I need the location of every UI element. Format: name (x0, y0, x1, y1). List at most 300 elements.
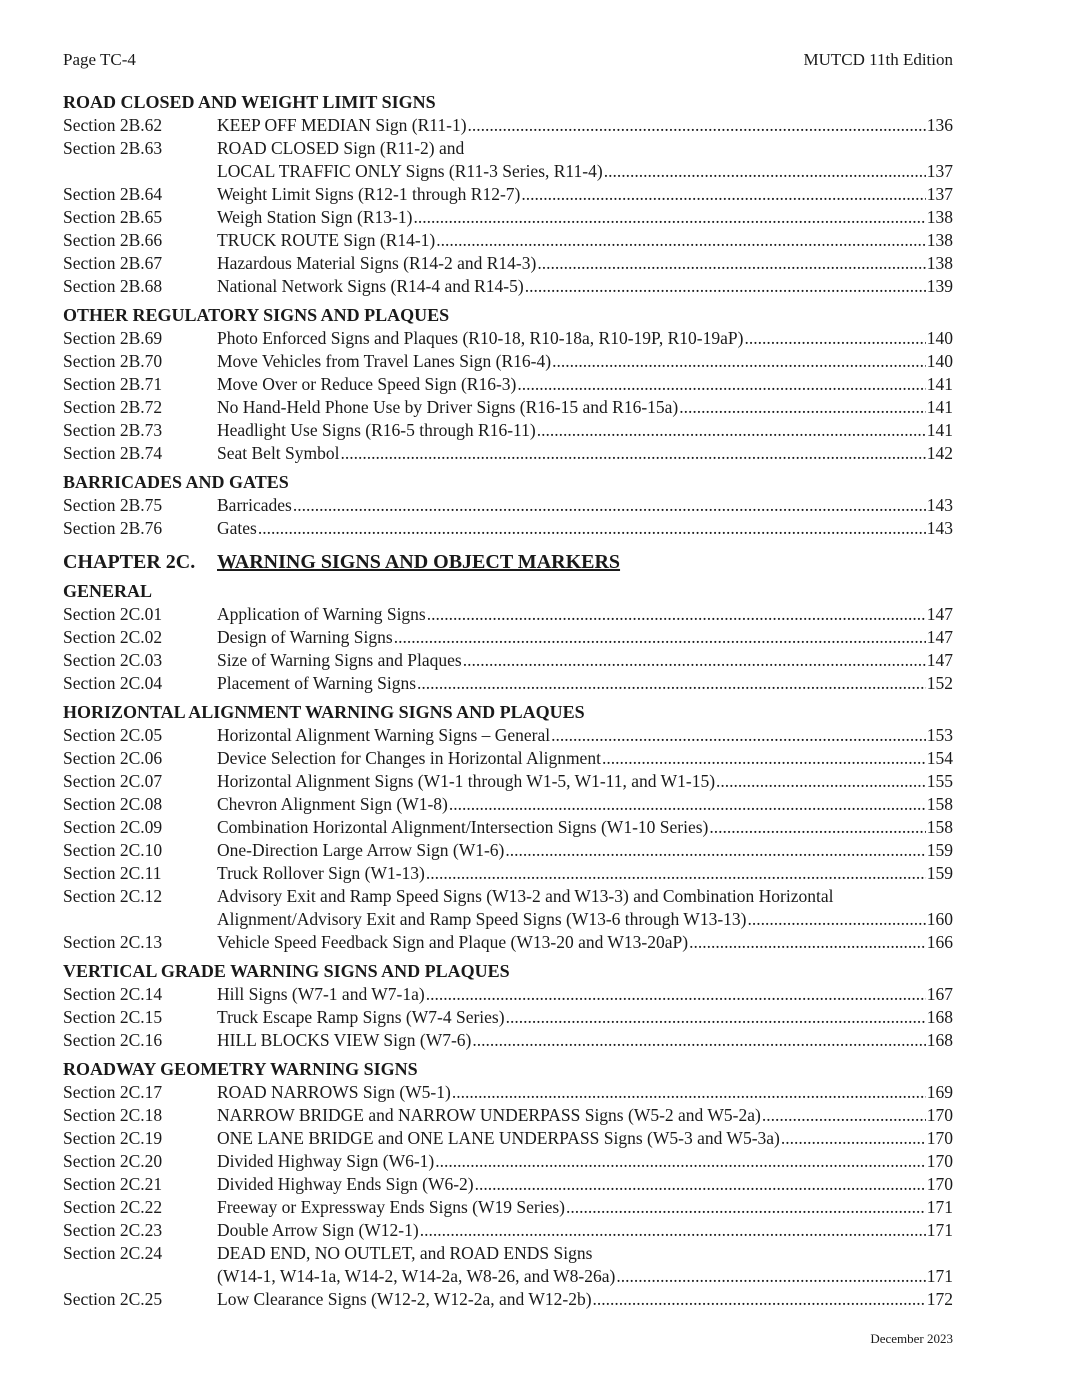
entry-title: ONE LANE BRIDGE and ONE LANE UNDERPASS Signs (W5-3 and W5-3a) (217, 1128, 780, 1148)
dot-leader (762, 1104, 926, 1127)
entry-line (217, 816, 953, 839)
entry-line (217, 327, 953, 350)
entry-line (217, 1104, 953, 1127)
entry-title: Low Clearance Signs (W12-2, W12-2a, and W12-2b) (217, 1289, 592, 1309)
section-number: Section 2C.24 (63, 1243, 163, 1263)
entry-title: Divided Highway Sign (W6-1) (217, 1151, 435, 1171)
entry-title: Move Over or Reduce Speed Sign (R16-3) (217, 374, 517, 394)
dot-leader (426, 983, 926, 1006)
entry-title: Device Selection for Changes in Horizontal Alignment (217, 748, 601, 768)
page-number: 138 (926, 230, 953, 250)
entry-line (217, 793, 953, 816)
section-number: Section 2C.22 (63, 1197, 163, 1217)
toc-entry[interactable] (63, 983, 953, 1006)
entry-title: Hill Signs (W7-1 and W7-1a) (217, 984, 425, 1004)
page-number: 136 (926, 115, 953, 135)
toc-entry[interactable] (63, 1006, 953, 1029)
entry-body (217, 983, 953, 1006)
entry-body (217, 885, 953, 931)
entry-body (217, 747, 953, 770)
toc-entry[interactable] (63, 862, 953, 885)
entry-body (217, 1288, 953, 1311)
dot-leader (566, 1196, 926, 1219)
page-number: 171 (926, 1266, 953, 1286)
dot-leader (602, 747, 926, 770)
entry-title: Placement of Warning Signs (217, 673, 417, 693)
dot-leader (593, 1288, 926, 1311)
section-number: Section 2B.69 (63, 328, 163, 348)
page-number: 143 (926, 518, 953, 538)
entry-title: Horizontal Alignment Warning Signs – General (217, 725, 551, 745)
chapter-heading (63, 549, 953, 575)
page-number: 170 (926, 1105, 953, 1125)
entry-title: Headlight Use Signs (R16-5 through R16-11) (217, 420, 536, 440)
dot-leader (506, 1006, 926, 1029)
entry-body (217, 770, 953, 793)
dot-leader (616, 1265, 925, 1288)
entry-line (217, 183, 953, 206)
entry-line (217, 1242, 953, 1265)
entry-line (217, 419, 953, 442)
section-number: Section 2C.17 (63, 1082, 163, 1102)
entry-line (217, 770, 953, 793)
toc-entry[interactable] (63, 747, 953, 770)
entry-body (217, 350, 953, 373)
entry-body (217, 649, 953, 672)
section-number: Section 2C.20 (63, 1151, 163, 1171)
toc-entry[interactable] (63, 839, 953, 862)
section-group-heading: BARRICADES AND GATES (63, 472, 289, 492)
toc-entry[interactable] (63, 793, 953, 816)
section-number: Section 2C.03 (63, 650, 163, 670)
entry-line (217, 275, 953, 298)
toc-entry[interactable] (63, 626, 953, 649)
section-number: Section 2C.07 (63, 771, 163, 791)
entry-body (217, 1127, 953, 1150)
section-number: Section 2B.73 (63, 420, 163, 440)
page-number: 170 (926, 1128, 953, 1148)
entry-body (217, 275, 953, 298)
page-number: 147 (926, 604, 953, 624)
section-number: Section 2B.64 (63, 184, 163, 204)
entry-body (217, 1029, 953, 1052)
page-number: 155 (926, 771, 953, 791)
entry-body (217, 229, 953, 252)
dot-leader (537, 419, 926, 442)
edition-header: MUTCD 11th Edition (803, 50, 953, 69)
entry-title: Truck Rollover Sign (W1-13) (217, 863, 425, 883)
entry-title: Horizontal Alignment Signs (W1-1 through W1-5, W1-11, and W1-15) (217, 771, 716, 791)
toc-entry[interactable] (63, 816, 953, 839)
page-number-header: Page TC-4 (63, 50, 136, 69)
entry-body (217, 396, 953, 419)
entry-title: Freeway or Expressway Ends Signs (W19 Series) (217, 1197, 565, 1217)
entry-line (217, 517, 953, 540)
entry-body (217, 327, 953, 350)
page-number: 158 (926, 794, 953, 814)
entry-line (217, 1029, 953, 1052)
section-group-heading: ROAD CLOSED AND WEIGHT LIMIT SIGNS (63, 92, 436, 112)
entry-title: (W14-1, W14-1a, W14-2, W14-2a, W8-26, and W8-26a) (217, 1266, 616, 1286)
section-number: Section 2C.05 (63, 725, 163, 745)
toc-entry[interactable] (63, 672, 953, 695)
entry-line (217, 672, 953, 695)
toc-entry[interactable] (63, 770, 953, 793)
page-number: 153 (926, 725, 953, 745)
page-number: 140 (926, 351, 953, 371)
entry-body (217, 1006, 953, 1029)
entry-body (217, 494, 953, 517)
section-number: Section 2B.66 (63, 230, 163, 250)
entry-body (217, 626, 953, 649)
toc-entry[interactable] (63, 114, 953, 137)
entry-body (217, 419, 953, 442)
entry-line (217, 724, 953, 747)
page-number: 141 (926, 374, 953, 394)
toc-entry[interactable] (63, 1219, 953, 1242)
dot-leader (394, 626, 926, 649)
entry-body (217, 1150, 953, 1173)
toc-entry[interactable] (63, 649, 953, 672)
dot-leader (716, 770, 926, 793)
entry-line (217, 626, 953, 649)
toc-entry[interactable] (63, 1104, 953, 1127)
entry-title: Photo Enforced Signs and Plaques (R10-18, R10-18a, R10-19P, R10-19aP) (217, 328, 744, 348)
entry-title: Advisory Exit and Ramp Speed Signs (W13-2 and W13-3) and Combination Horizontal (217, 886, 834, 906)
entry-title: TRUCK ROUTE Sign (R14-1) (217, 230, 436, 250)
section-group-heading: GENERAL (63, 581, 153, 601)
entry-title: ROAD CLOSED Sign (R11-2) and (217, 138, 465, 158)
entry-title: Alignment/Advisory Exit and Ramp Speed Signs (W13-6 through W13-13) (217, 909, 747, 929)
entry-title: Vehicle Speed Feedback Sign and Plaque (W13-20 and W13-20aP) (217, 932, 689, 952)
dot-leader (472, 1029, 925, 1052)
entry-line (217, 1127, 953, 1150)
toc-entry[interactable] (63, 183, 953, 206)
page-number: 142 (926, 443, 953, 463)
section-number: Section 2C.02 (63, 627, 163, 647)
section-number: Section 2B.63 (63, 138, 163, 158)
entry-title: Application of Warning Signs (217, 604, 426, 624)
date-footer: December 2023 (870, 1331, 953, 1346)
dot-leader (521, 183, 925, 206)
dot-leader (505, 839, 925, 862)
entry-body (217, 816, 953, 839)
entry-line (217, 137, 953, 160)
entry-line (217, 252, 953, 275)
section-number: Section 2B.70 (63, 351, 163, 371)
page-number: 141 (926, 420, 953, 440)
entry-line (217, 839, 953, 862)
toc-entry[interactable] (63, 1127, 953, 1150)
section-group-heading: HORIZONTAL ALIGNMENT WARNING SIGNS AND PLAQUES (63, 702, 585, 722)
entry-title: Truck Escape Ramp Signs (W7-4 Series) (217, 1007, 505, 1027)
dot-leader (525, 275, 926, 298)
page-number: 152 (926, 673, 953, 693)
entry-body (217, 793, 953, 816)
toc-entry[interactable] (63, 494, 953, 517)
entry-line (217, 373, 953, 396)
entry-line (217, 649, 953, 672)
entry-title: Combination Horizontal Alignment/Intersection Signs (W1-10 Series) (217, 817, 709, 837)
entry-line (217, 206, 953, 229)
entry-title: Seat Belt Symbol (217, 443, 340, 463)
page-number: 171 (926, 1197, 953, 1217)
table-of-contents (63, 91, 953, 1311)
section-number: Section 2B.67 (63, 253, 163, 273)
entry-title: DEAD END, NO OUTLET, and ROAD ENDS Signs (217, 1243, 593, 1263)
section-number: Section 2B.74 (63, 443, 163, 463)
entry-title: Hazardous Material Signs (R14-2 and R14-3) (217, 253, 537, 273)
section-number: Section 2C.10 (63, 840, 163, 860)
section-number: Section 2C.01 (63, 604, 163, 624)
entry-body (217, 862, 953, 885)
entry-line (217, 603, 953, 626)
entry-line (217, 931, 953, 954)
section-number: Section 2B.68 (63, 276, 163, 296)
dot-leader (413, 206, 925, 229)
page-number: 170 (926, 1174, 953, 1194)
dot-leader (475, 1173, 926, 1196)
page-number: 172 (926, 1289, 953, 1309)
dot-leader (781, 1127, 926, 1150)
dot-leader (709, 816, 925, 839)
toc-entry[interactable] (63, 137, 953, 183)
toc-entry[interactable] (63, 206, 953, 229)
section-number: Section 2C.08 (63, 794, 163, 814)
page-number: 154 (926, 748, 953, 768)
entry-body (217, 1219, 953, 1242)
page-number: 139 (926, 276, 953, 296)
toc-entry[interactable] (63, 517, 953, 540)
dot-leader (537, 252, 925, 275)
page-number: 143 (926, 495, 953, 515)
entry-line (217, 747, 953, 770)
dot-leader (517, 373, 925, 396)
section-number: Section 2C.16 (63, 1030, 163, 1050)
entry-line (217, 1173, 953, 1196)
entry-title: No Hand-Held Phone Use by Driver Signs (R16-15 and R16-15a) (217, 397, 679, 417)
dot-leader (452, 1081, 926, 1104)
section-number: Section 2B.71 (63, 374, 163, 394)
page-number: 171 (926, 1220, 953, 1240)
entry-line (217, 1196, 953, 1219)
dot-leader (417, 672, 926, 695)
toc-entry[interactable] (63, 419, 953, 442)
section-number: Section 2C.25 (63, 1289, 163, 1309)
dot-leader (679, 396, 926, 419)
toc-entry[interactable] (63, 252, 953, 275)
section-number: Section 2C.19 (63, 1128, 163, 1148)
section-group-heading: OTHER REGULATORY SIGNS AND PLAQUES (63, 305, 450, 325)
toc-entry[interactable] (63, 724, 953, 747)
section-number: Section 2B.76 (63, 518, 163, 538)
dot-leader (293, 494, 926, 517)
entry-line (217, 350, 953, 373)
entry-body (217, 206, 953, 229)
page-number: 166 (926, 932, 953, 952)
toc-entry[interactable] (63, 603, 953, 626)
toc-entry[interactable] (63, 931, 953, 954)
entry-title: Divided Highway Ends Sign (W6-2) (217, 1174, 474, 1194)
section-number: Section 2B.65 (63, 207, 163, 227)
page-number: 170 (926, 1151, 953, 1171)
dot-leader (435, 1150, 925, 1173)
dot-leader (604, 160, 926, 183)
page-number: 137 (926, 184, 953, 204)
entry-line (217, 114, 953, 137)
entry-line (217, 862, 953, 885)
entry-line (217, 885, 953, 908)
entry-line (217, 396, 953, 419)
entry-title: Gates (217, 518, 257, 538)
toc-entry[interactable] (63, 327, 953, 350)
section-number: Section 2B.72 (63, 397, 163, 417)
toc-entry[interactable] (63, 1196, 953, 1219)
section-number: Section 2C.06 (63, 748, 163, 768)
toc-entry[interactable] (63, 350, 953, 373)
dot-leader (258, 517, 926, 540)
entry-body (217, 183, 953, 206)
section-group-heading: ROADWAY GEOMETRY WARNING SIGNS (63, 1059, 418, 1079)
entry-line (217, 442, 953, 465)
toc-entry[interactable] (63, 229, 953, 252)
entry-title: One-Direction Large Arrow Sign (W1-6) (217, 840, 505, 860)
section-number: Section 2C.11 (63, 863, 162, 883)
entry-title: KEEP OFF MEDIAN Sign (R11-1) (217, 115, 467, 135)
entry-line (217, 494, 953, 517)
entry-line (217, 908, 953, 931)
entry-body (217, 114, 953, 137)
toc-entry[interactable] (63, 373, 953, 396)
section-number: Section 2B.62 (63, 115, 163, 135)
toc-entry[interactable] (63, 1288, 953, 1311)
section-number: Section 2C.15 (63, 1007, 163, 1027)
toc-entry[interactable] (63, 1242, 953, 1288)
page-number: 138 (926, 207, 953, 227)
dot-leader (426, 862, 926, 885)
entry-body (217, 1104, 953, 1127)
entry-title: HILL BLOCKS VIEW Sign (W7-6) (217, 1030, 472, 1050)
section-number: Section 2B.75 (63, 495, 163, 515)
entry-body (217, 672, 953, 695)
entry-body (217, 1081, 953, 1104)
dot-leader (744, 327, 925, 350)
dot-leader (747, 908, 925, 931)
section-number: Section 2C.21 (63, 1174, 163, 1194)
entry-title: Weigh Station Sign (R13-1) (217, 207, 413, 227)
entry-title: Size of Warning Signs and Plaques (217, 650, 462, 670)
entry-body (217, 1242, 953, 1288)
page-number: 169 (926, 1082, 953, 1102)
page-number: 140 (926, 328, 953, 348)
entry-title: Barricades (217, 495, 292, 515)
toc-entry[interactable] (63, 442, 953, 465)
entry-body (217, 931, 953, 954)
toc-entry[interactable] (63, 1173, 953, 1196)
entry-body (217, 373, 953, 396)
entry-line (217, 983, 953, 1006)
entry-body (217, 517, 953, 540)
page-number: 158 (926, 817, 953, 837)
entry-body (217, 252, 953, 275)
toc-entry[interactable] (63, 1150, 953, 1173)
dot-leader (463, 649, 926, 672)
page-number: 137 (926, 161, 953, 181)
entry-title: Move Vehicles from Travel Lanes Sign (R16-4) (217, 351, 552, 371)
entry-body (217, 137, 953, 183)
toc-entry[interactable] (63, 1081, 953, 1104)
entry-line (217, 1081, 953, 1104)
dot-leader (689, 931, 926, 954)
section-number: Section 2C.04 (63, 673, 163, 693)
toc-entry[interactable] (63, 1029, 953, 1052)
page-number: 138 (926, 253, 953, 273)
entry-body (217, 724, 953, 747)
entry-title: LOCAL TRAFFIC ONLY Signs (R11-3 Series, R11-4) (217, 161, 603, 181)
page-number: 159 (926, 863, 953, 883)
chapter-number: CHAPTER 2C. (63, 551, 196, 573)
page-number: 168 (926, 1007, 953, 1027)
toc-entry[interactable] (63, 885, 953, 931)
entry-line (217, 1288, 953, 1311)
toc-entry[interactable] (63, 396, 953, 419)
entry-body (217, 1196, 953, 1219)
entry-title: ROAD NARROWS Sign (W5-1) (217, 1082, 451, 1102)
entry-body (217, 603, 953, 626)
toc-entry[interactable] (63, 275, 953, 298)
chapter-title: WARNING SIGNS AND OBJECT MARKERS (217, 551, 621, 573)
section-number: Section 2C.13 (63, 932, 163, 952)
entry-title: Chevron Alignment Sign (W1-8) (217, 794, 448, 814)
dot-leader (449, 793, 926, 816)
entry-title: Double Arrow Sign (W12-1) (217, 1220, 419, 1240)
entry-line (217, 229, 953, 252)
section-number: Section 2C.18 (63, 1105, 163, 1125)
dot-leader (552, 350, 926, 373)
section-group-heading: VERTICAL GRADE WARNING SIGNS AND PLAQUES (63, 961, 510, 981)
entry-line (217, 1150, 953, 1173)
entry-title: Design of Warning Signs (217, 627, 393, 647)
dot-leader (341, 442, 926, 465)
dot-leader (427, 603, 926, 626)
entry-title: National Network Signs (R14-4 and R14-5) (217, 276, 524, 296)
entry-line (217, 1265, 953, 1288)
page-number: 147 (926, 650, 953, 670)
section-number: Section 2C.09 (63, 817, 163, 837)
page-number: 141 (926, 397, 953, 417)
section-number: Section 2C.12 (63, 886, 163, 906)
page-number: 168 (926, 1030, 953, 1050)
page-number: 160 (926, 909, 953, 929)
page-number: 147 (926, 627, 953, 647)
section-number: Section 2C.14 (63, 984, 163, 1004)
entry-title: Weight Limit Signs (R12-1 through R12-7) (217, 184, 521, 204)
page-number: 159 (926, 840, 953, 860)
dot-leader (420, 1219, 926, 1242)
entry-body (217, 839, 953, 862)
entry-line (217, 1219, 953, 1242)
dot-leader (551, 724, 926, 747)
page-number: 167 (926, 984, 953, 1004)
section-number: Section 2C.23 (63, 1220, 163, 1240)
entry-line (217, 160, 953, 183)
entry-line (217, 1006, 953, 1029)
dot-leader (436, 229, 925, 252)
entry-title: NARROW BRIDGE and NARROW UNDERPASS Signs (W5-2 and W5-2a) (217, 1105, 761, 1125)
entry-body (217, 442, 953, 465)
dot-leader (468, 114, 926, 137)
entry-body (217, 1173, 953, 1196)
